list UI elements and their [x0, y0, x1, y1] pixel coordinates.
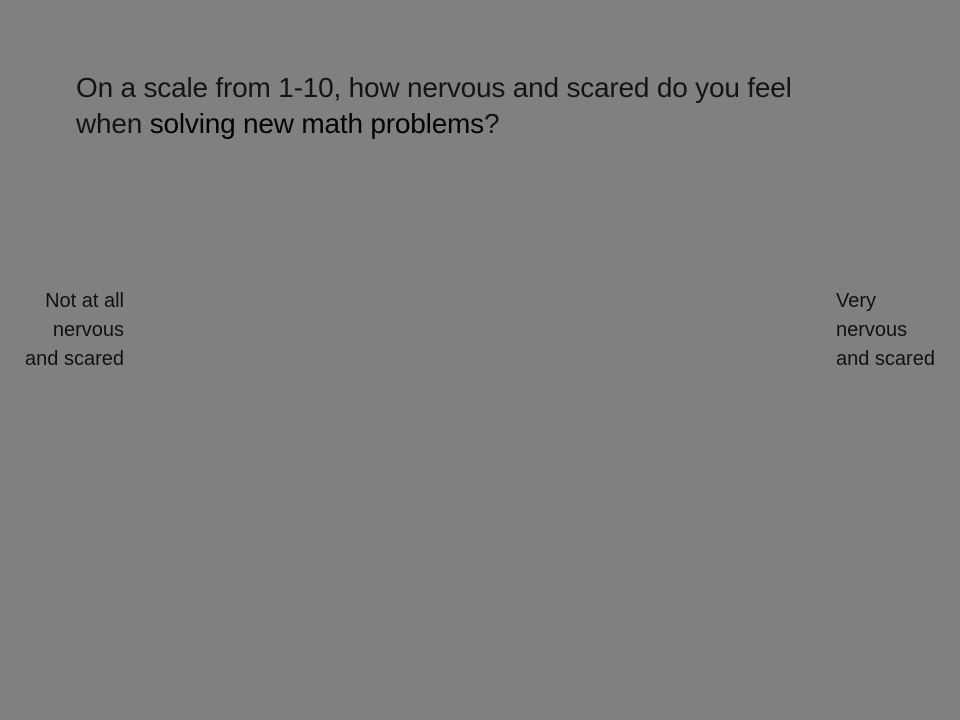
question-suffix: ? — [484, 108, 500, 139]
scale-min-label-line: nervous — [52, 319, 124, 341]
scale-min-label — [10, 287, 124, 374]
question-text — [76, 70, 856, 142]
scale-max-label-line: Very — [836, 290, 877, 312]
scale-min-label-line: Not at all — [45, 290, 124, 312]
scale-min-label-line: and scared — [25, 348, 124, 370]
scale-max-label-line: nervous — [836, 319, 908, 341]
scale-max-label — [836, 287, 956, 374]
scale-max-label-line: and scared — [836, 348, 935, 370]
question-emphasis: solving new math problems — [149, 108, 484, 139]
question-prefix: On a scale from 1-10, how nervous and scared do you feel when — [76, 72, 792, 139]
